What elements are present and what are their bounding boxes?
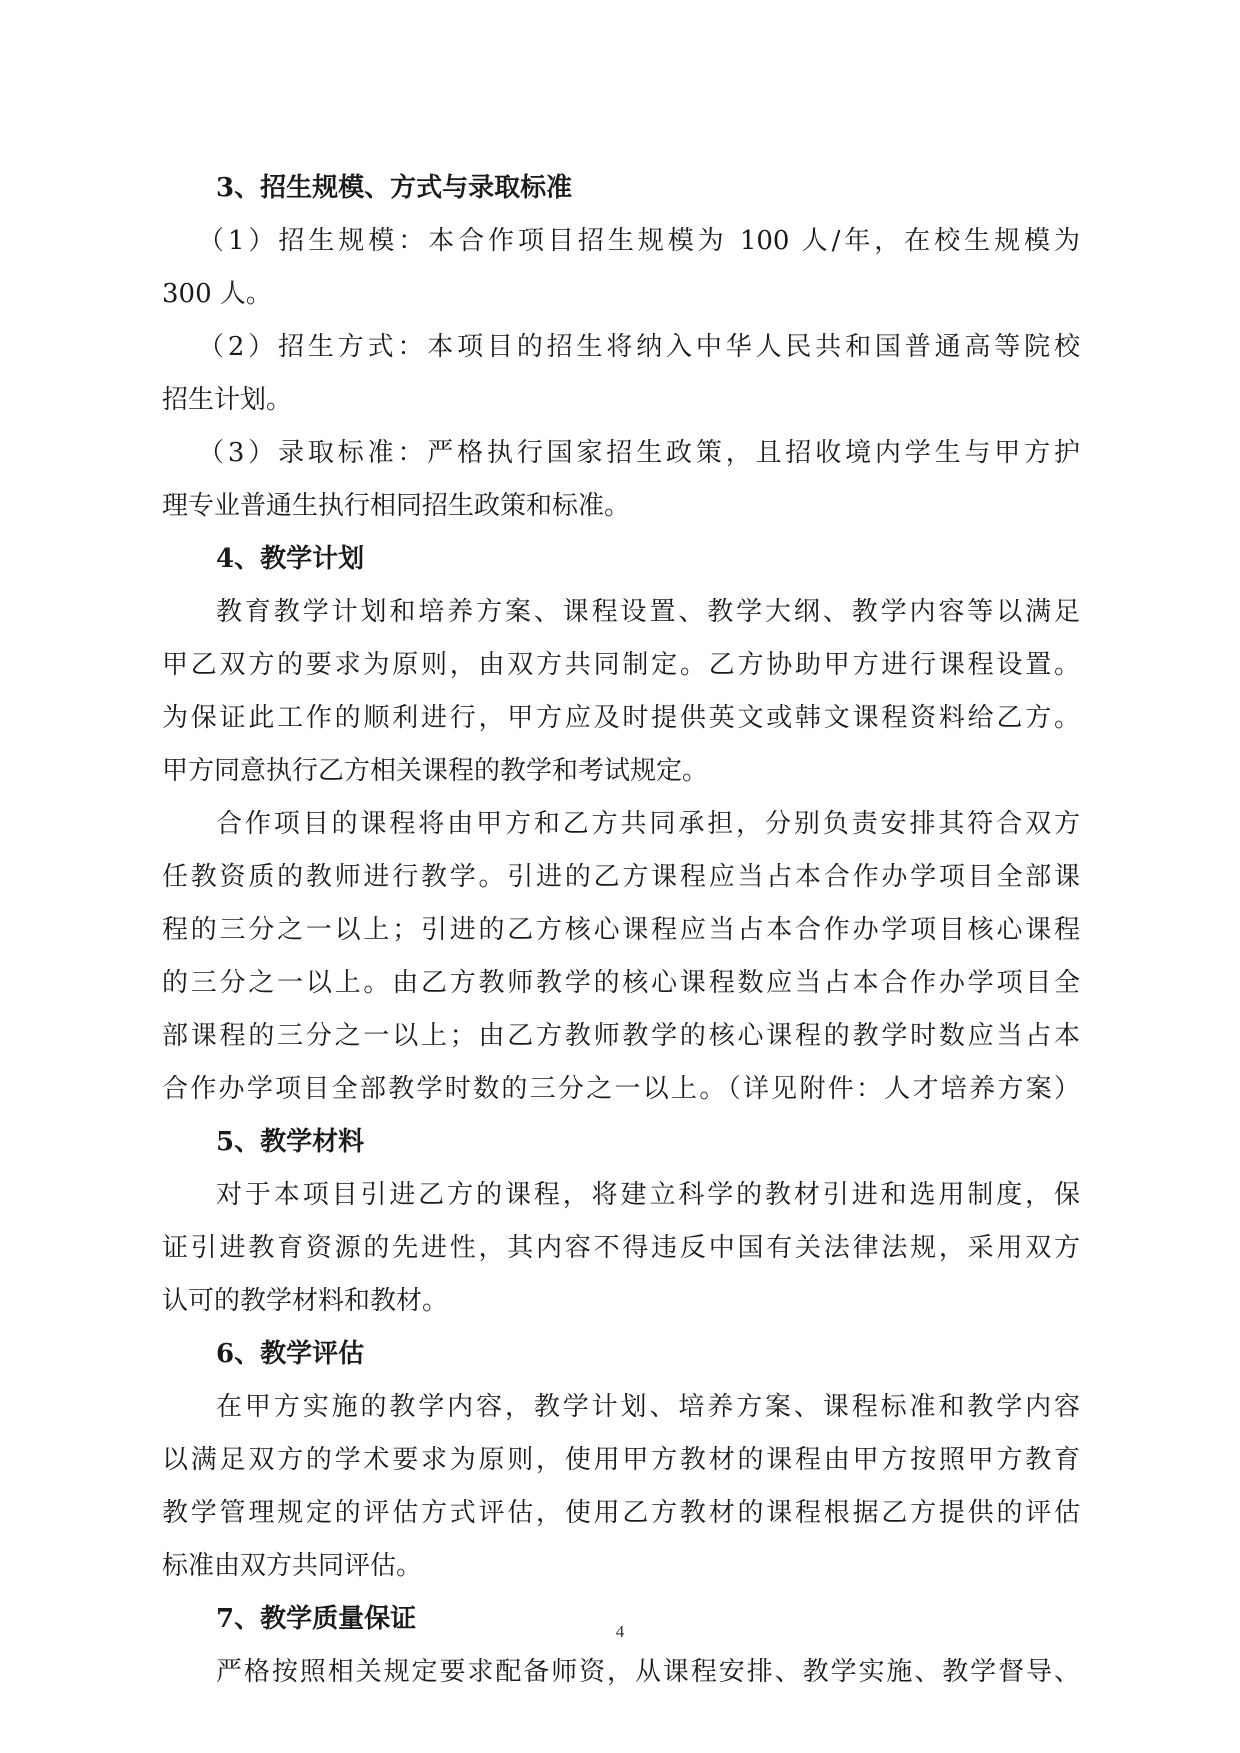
paragraph-line: 对于本项目引进乙方的课程，将建立科学的教材引进和选用制度，保 (216, 1180, 1080, 1210)
paragraph-line: 合作项目的课程将由甲方和乙方共同承担，分别负责安排其符合双方 (216, 809, 1080, 839)
paragraph-line: （3）录取标准：严格执行国家招生政策，且招收境内学生与甲方护 (198, 438, 1080, 468)
section-heading-enrollment: 3、招生规模、方式与录取标准 (216, 173, 573, 203)
paragraph-line: 程的三分之一以上；引进的乙方核心课程应当占本合作办学项目核心课程 (162, 915, 1080, 945)
section-heading-teaching-evaluation: 6、教学评估 (216, 1339, 365, 1369)
section-heading-teaching-plan: 4、教学计划 (216, 544, 365, 574)
paragraph-line: 招生计划。 (162, 385, 293, 415)
paragraph-line: 300 人。 (162, 279, 272, 309)
document-body (162, 162, 1080, 1699)
paragraph-line: 在甲方实施的教学内容，教学计划、培养方案、课程标准和教学内容 (216, 1392, 1080, 1422)
paragraph-line: 标准由双方共同评估。 (162, 1551, 423, 1581)
paragraph-line: 教学管理规定的评估方式评估，使用乙方教材的课程根据乙方提供的评估 (162, 1498, 1080, 1528)
paragraph-line: 甲乙双方的要求为原则，由双方共同制定。乙方协助甲方进行课程设置。 (162, 650, 1080, 680)
paragraph-line: （1）招生规模：本合作项目招生规模为 100 人/年，在校生规模为 (198, 226, 1080, 256)
paragraph-line: 任教资质的教师进行教学。引进的乙方课程应当占本合作办学项目全部课 (162, 862, 1080, 892)
paragraph-line: 部课程的三分之一以上；由乙方教师教学的核心课程的教学时数应当占本 (162, 1021, 1080, 1051)
paragraph-line: 为保证此工作的顺利进行，甲方应及时提供英文或韩文课程资料给乙方。 (162, 703, 1080, 733)
paragraph-line: 证引进教育资源的先进性，其内容不得违反中国有关法律法规，采用双方 (162, 1233, 1080, 1263)
page-number: 4 (615, 1622, 625, 1641)
section-heading-teaching-materials: 5、教学材料 (216, 1127, 365, 1157)
paragraph-line: 以满足双方的学术要求为原则，使用甲方教材的课程由甲方按照甲方教育 (162, 1445, 1080, 1475)
paragraph-line: 甲方同意执行乙方相关课程的教学和考试规定。 (162, 756, 709, 786)
section-heading-quality-assurance: 7、教学质量保证 (216, 1604, 417, 1634)
paragraph-line: 教育教学计划和培养方案、课程设置、教学大纲、教学内容等以满足 (216, 597, 1080, 627)
paragraph-line: （2）招生方式：本项目的招生将纳入中华人民共和国普通高等院校 (198, 332, 1080, 362)
paragraph-line: 严格按照相关规定要求配备师资，从课程安排、教学实施、教学督导、 (216, 1657, 1080, 1687)
paragraph-line: 理专业普通生执行相同招生政策和标准。 (162, 491, 631, 521)
paragraph-line: 合作办学项目全部教学时数的三分之一以上。（详见附件：人才培养方案） (162, 1074, 1080, 1104)
paragraph-line: 认可的教学材料和教材。 (162, 1286, 449, 1316)
paragraph-line: 的三分之一以上。由乙方教师教学的核心课程数应当占本合作办学项目全 (162, 968, 1080, 998)
